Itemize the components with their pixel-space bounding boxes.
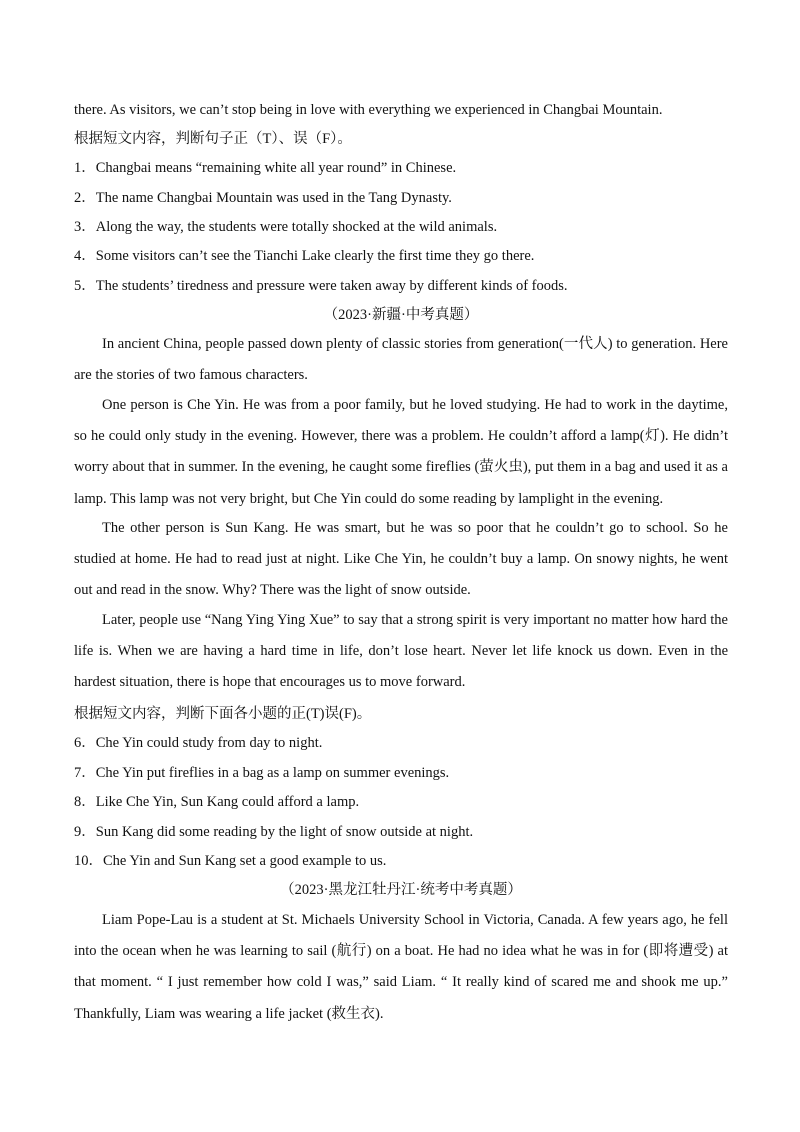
question-5: 5．The students’ tiredness and pressure were taken away by different kinds of foods. — [74, 278, 568, 294]
question-2: 2．The name Changbai Mountain was used in the Tang Dynasty. — [74, 190, 452, 206]
passage1-instruction: 根据短文内容，判断句子正（T）、误（F）。 — [74, 131, 352, 147]
passage2-paragraph-4: Later, people use “Nang Ying Ying Xue” to say that a strong spirit is very important no matter how hard the life is. When we are having a hard time in life, don’t lose heart. Never let life knock us down. Even in the hardest situation, there is hope that encourages us to move forward. — [74, 612, 728, 691]
passage2-paragraph-1: In ancient China, people passed down plenty of classic stories from generation(一代人) to generation. Here are the stories of two famous characters. — [74, 336, 728, 384]
question-1: 1．Changbai means “remaining white all year round” in Chinese. — [74, 160, 457, 176]
passage3-source: （2023·黑龙江牡丹江·统考中考真题） — [280, 882, 522, 898]
passage1-closing-line: there. As visitors, we can’t stop being in love with everything we experienced in Changbai Mountain. — [74, 102, 663, 118]
passage2-paragraph-2: One person is Che Yin. He was from a poor family, but he loved studying. He had to work in the daytime, so he could only study in the evening. However, there was a problem. He couldn’t afford a lamp(灯). He didn’t worry about that in summer. In the evening, he caught some fireflies (萤火虫), put them in a bag and used it as a lamp. This lamp was not very bright, but Che Yin could do some reading by lamplight in the evening. — [74, 397, 728, 507]
question-10: 10．Che Yin and Sun Kang set a good example to us. — [74, 853, 387, 869]
question-7: 7．Che Yin put fireflies in a bag as a lamp on summer evenings. — [74, 765, 450, 781]
passage2-paragraph-3: The other person is Sun Kang. He was smart, but he was so poor that he couldn’t go to school. So he studied at home. He had to read just at night. Like Che Yin, he couldn’t buy a lamp. On snowy nights, he went out and read in the snow. Why? There was the light of snow outside. — [74, 520, 728, 599]
question-4: 4．Some visitors can’t see the Tianchi Lake clearly the first time they go there. — [74, 248, 535, 264]
passage2-source: （2023·新疆·中考真题） — [323, 307, 479, 323]
question-8: 8．Like Che Yin, Sun Kang could afford a lamp. — [74, 794, 360, 810]
question-6: 6．Che Yin could study from day to night. — [74, 735, 323, 751]
passage3-paragraph-1: Liam Pope-Lau is a student at St. Michaels University School in Victoria, Canada. A few years ago, he fell into the ocean when he was learning to sail (航行) on a boat. He had no idea what he was in for (即将遭受) at that moment. “ I just remember how cold I was,” said Liam. “ It really kind of scared me and shook me up.” Thankfully, Liam was wearing a life jacket (救生衣). — [74, 912, 728, 1022]
question-3: 3．Along the way, the students were totally shocked at the wild animals. — [74, 219, 498, 235]
question-9: 9．Sun Kang did some reading by the light of snow outside at night. — [74, 824, 474, 840]
passage2-instruction: 根据短文内容，判断下面各小题的正(T)误(F)。 — [74, 706, 372, 722]
